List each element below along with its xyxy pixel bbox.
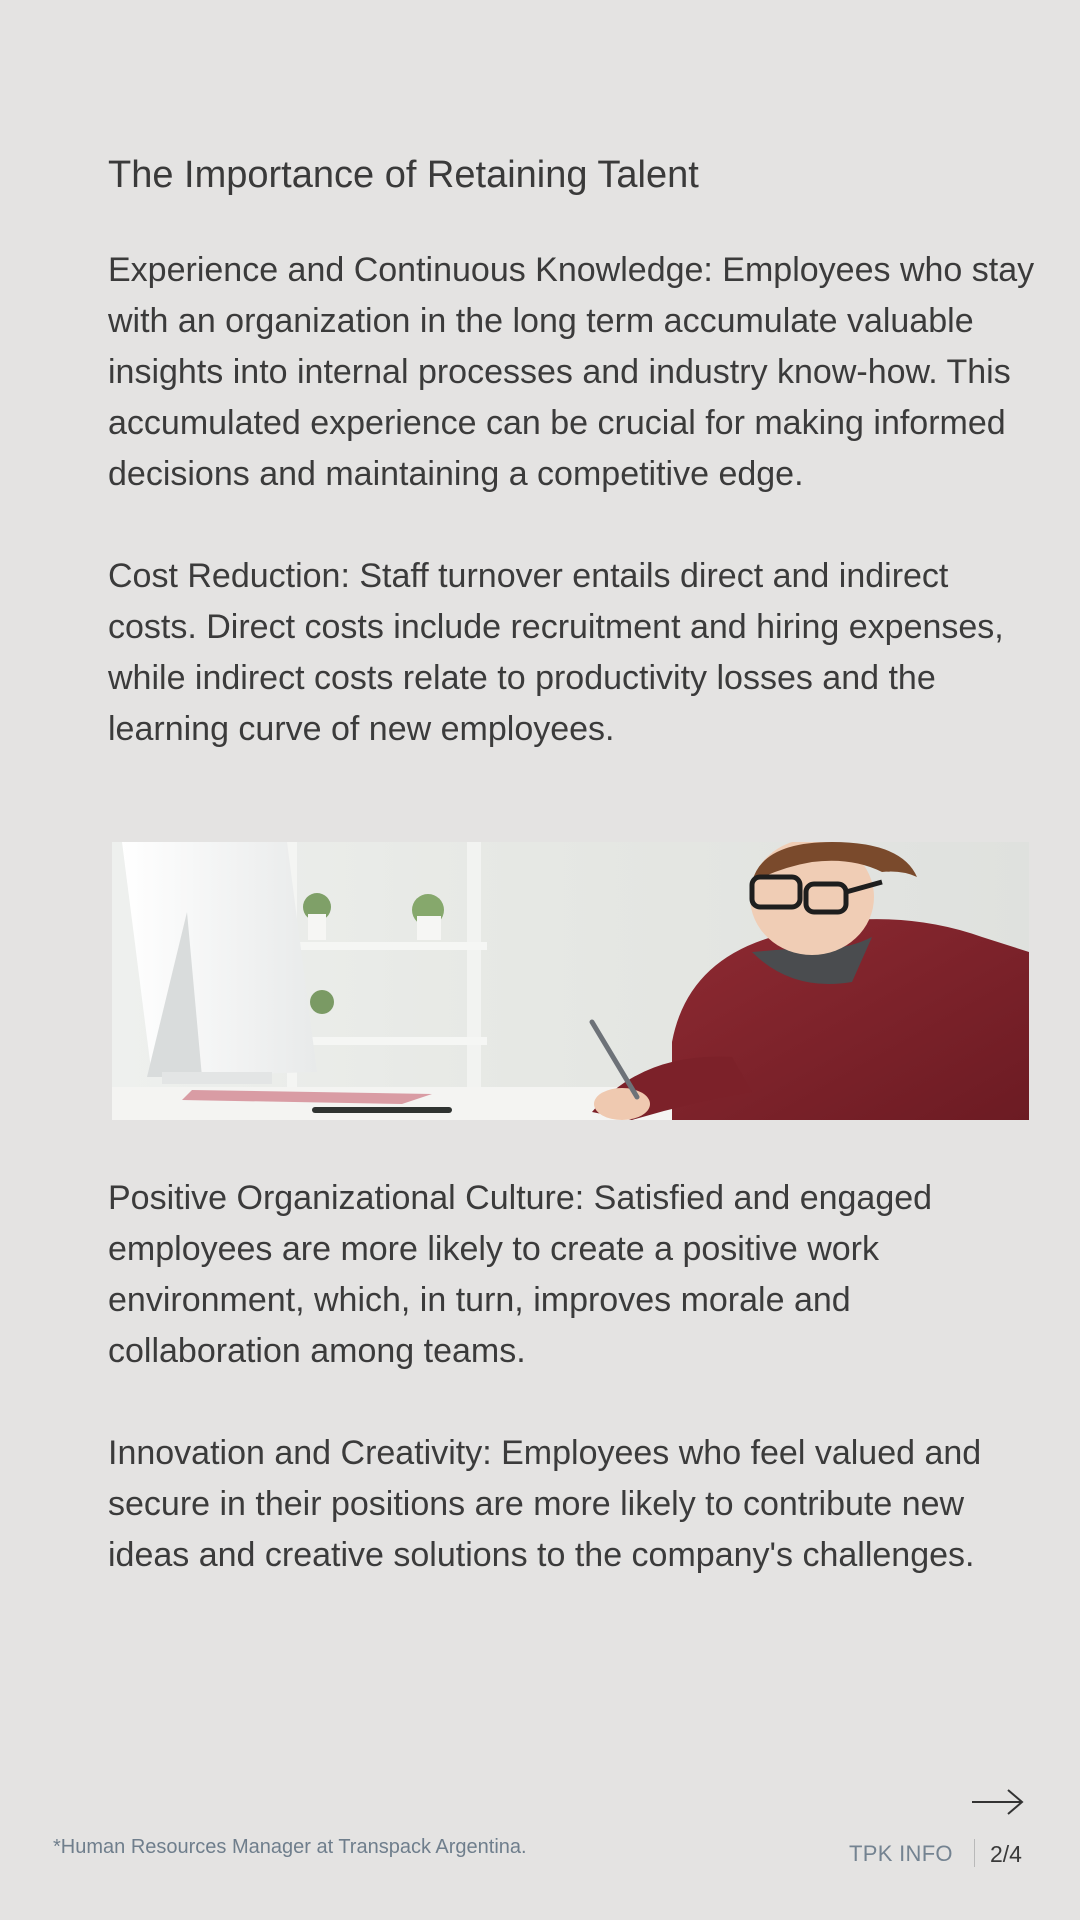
paragraph-organizational-culture: Positive Organizational Culture: Satisfied and engaged employees are more likely to create a positive work environment, which, in turn, improves morale and collaboration among teams. (108, 1179, 933, 1370)
footer-divider (974, 1839, 975, 1867)
paragraph-innovation: Innovation and Creativity: Employees who feel valued and secure in their positions are more likely to contribute new ideas and creative solutions to the company's challenges. (108, 1434, 982, 1574)
brand-label: TPK INFO (849, 1841, 953, 1866)
page-title: The Importance of Retaining Talent (108, 154, 699, 196)
page-number: 2/4 (990, 1841, 1022, 1867)
arrow-right-icon[interactable] (970, 1786, 1026, 1818)
footnote: *Human Resources Manager at Transpack Argentina. (53, 1836, 527, 1858)
paragraph-experience: Experience and Continuous Knowledge: Employees who stay with an organization in the long term accumulate valuable insights into internal processes and industry know-how. This accumulated experience can be crucial for making informed decisions and maintaining a competitive edge. (108, 251, 1035, 493)
page-content-lower (108, 1173, 1038, 1632)
office-photo (112, 842, 1029, 1120)
paragraph-cost-reduction: Cost Reduction: Staff turnover entails direct and indirect costs. Direct costs include recruitment and hiring expenses, while indirect costs relate to productivity losses and the learning curve of new employees. (108, 557, 1004, 748)
page-content (108, 145, 1038, 806)
